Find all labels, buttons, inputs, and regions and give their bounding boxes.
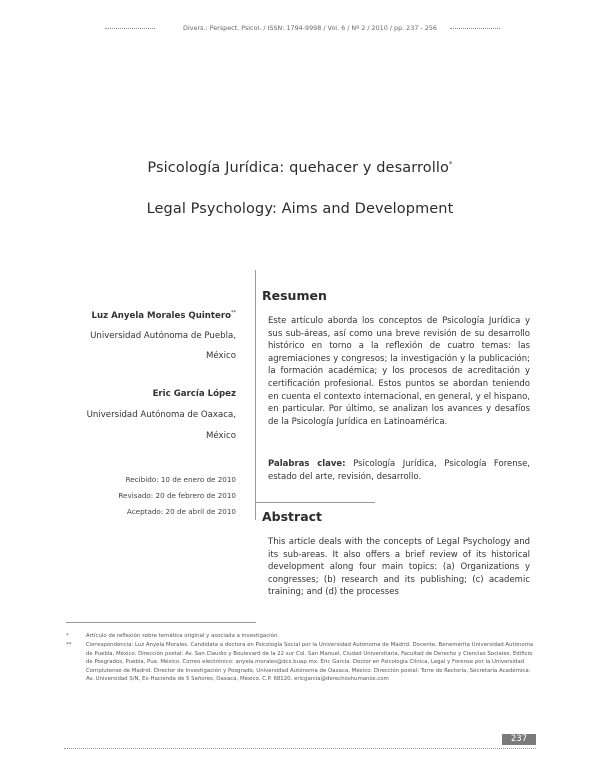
abstract-rule xyxy=(255,502,375,503)
resumen-heading: Resumen xyxy=(262,288,327,303)
footnote-2-text: Correspondencia: Luz Anyela Morales. Candidata a doctora en Psicología Social por la Universidad Autónoma de Madrid. Docente, Benemérita Universidad Autónoma de Puebla, México. Dirección postal: Av. San Claudio y Boulevard de la 22 sur Col. San Manuel, Ciudad Universitaria, Facultad de Derecho y Ciencias Sociales, Edificio de Posgrados, Puebla, Pue. México. Correo electrónico: anyela.morales@dcs.buap.mx. Eric García. Doctor en Psicología Clínica, Legal y Forense por la Universidad Complutense de Madrid. Director de Investigación y Posgrado, Universidad Autónoma de Oaxaca, México. Dirección postal: Torre de Rectoría, Secretaría Académica: Av. Universidad S/N, Ex-Hacienda de 5 Señores, Oaxaca, México. C.P. 68120. ericgarcia@derechoshumanos.com xyxy=(86,642,534,683)
title-english: Legal Psychology: Aims and Development xyxy=(146,201,454,217)
author-1-mark: ** xyxy=(231,310,236,316)
resumen-text: Este artículo aborda los conceptos de Psicología Jurídica y sus sub-áreas, así como una breve revisión de su desarrollo histórico en torno a la reflexión de cuatro temas: las agremiaciones y congresos; la investigación y la publicación; la formación académica; y los procesos de acreditación y certificación profesional. Estos puntos se abordan teniendo en cuenta el contexto internacional, en general, y el hispano, en particular. Por último, se analizan los avances y desafíos de la Psicología Jurídica en Latinoamérica. xyxy=(268,316,530,427)
header-rule-left xyxy=(105,28,155,29)
page-number: 237 xyxy=(502,734,536,745)
author-2-affiliation: Universidad Autónoma de Oaxaca, xyxy=(86,410,236,420)
abstract-text: This article deals with the concepts of Legal Psychology and its sub-areas. It also offers a brief review of its historical development along four main topics: (a) Organizations y congresses; (b) research and its publishing; (c) academic training; and (d) the processes xyxy=(268,537,530,598)
footnote-2 xyxy=(66,641,536,684)
column-divider xyxy=(255,270,256,520)
footnote-1 xyxy=(66,632,536,641)
title-spanish-text: Psicología Jurídica: quehacer y desarrollo xyxy=(147,160,449,176)
footnote-1-mark: * xyxy=(66,633,69,639)
date-revised: Revisado: 20 de febrero de 2010 xyxy=(118,491,236,500)
author-2-name: Eric García López xyxy=(152,389,236,399)
author-2-country: México xyxy=(205,431,236,441)
title-spanish xyxy=(0,160,600,176)
title-footnote-mark: * xyxy=(448,160,453,168)
footnote-1-text: Artículo de reflexión sobre temática original y asociada a investigación. xyxy=(86,633,280,639)
author-1-affiliation: Universidad Autónoma de Puebla, xyxy=(90,331,236,341)
footnote-rule xyxy=(66,622,256,623)
keywords-label: Palabras clave: xyxy=(268,459,346,469)
footnote-2-mark: ** xyxy=(66,642,72,648)
author-1-name xyxy=(92,310,236,321)
abstract-heading: Abstract xyxy=(262,509,323,524)
author-1-name-text: Luz Anyela Morales Quintero xyxy=(91,311,231,321)
keywords-paragraph xyxy=(268,458,530,483)
date-accepted: Aceptado: 20 de abril de 2010 xyxy=(126,507,236,516)
footer-rule xyxy=(64,748,536,749)
keywords-list: Psicología Jurídica, Psicología Forense, estado del arte, revisión, desarrollo. xyxy=(268,459,531,482)
date-received: Recibido: 10 de enero de 2010 xyxy=(125,475,236,484)
header-rule-right xyxy=(450,28,500,29)
author-1-country: México xyxy=(205,351,236,361)
running-head: Divers.: Perspect. Psicol. / ISSN: 1794-9998 / Vol. 6 / Nº 2 / 2010 / pp. 237 - 256 xyxy=(183,24,437,32)
